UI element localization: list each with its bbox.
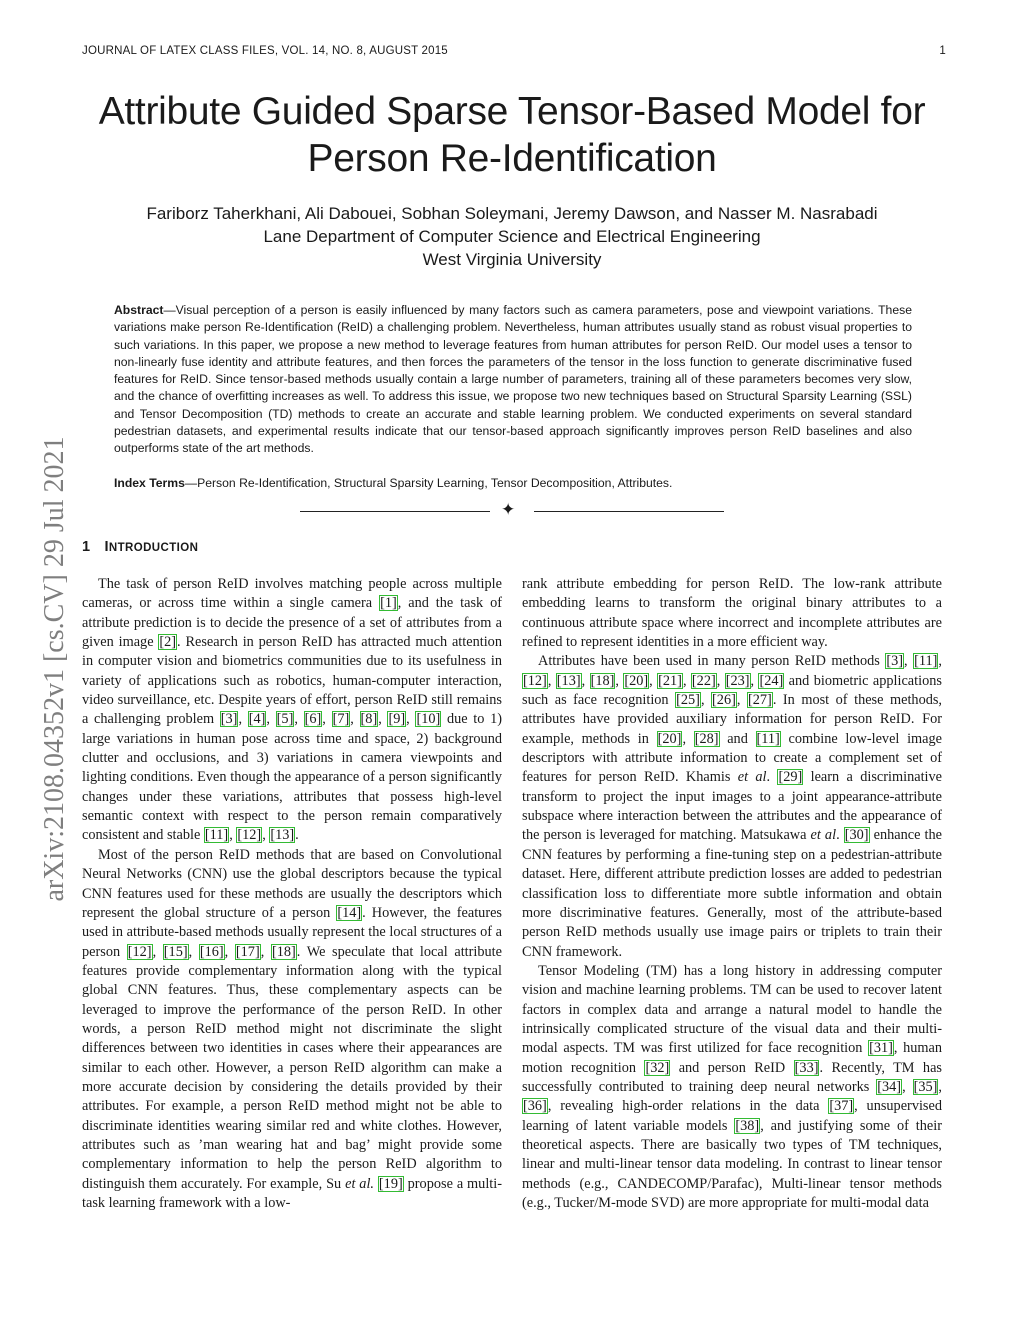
citation-link[interactable]: [1]: [380, 595, 397, 612]
citation-link[interactable]: [31]: [869, 1040, 893, 1057]
citation-link[interactable]: [11]: [204, 827, 229, 844]
citation-link[interactable]: [15]: [163, 943, 188, 960]
running-header: [82, 45, 946, 57]
citation-link[interactable]: [37]: [829, 1098, 854, 1115]
journal-name: JOURNAL OF LATEX CLASS FILES, VOL. 14, NO. 8, AUGUST 2015: [82, 45, 448, 57]
citation-link[interactable]: [13]: [270, 827, 295, 844]
section-number: 1: [82, 539, 91, 555]
italic-text: et al.: [345, 1175, 375, 1192]
citation-link[interactable]: [20]: [624, 672, 649, 689]
citation-link[interactable]: [9]: [388, 711, 406, 728]
citation-link[interactable]: [7]: [332, 711, 350, 728]
citation-link[interactable]: [12]: [237, 827, 262, 844]
citation-link[interactable]: [3]: [220, 711, 238, 728]
section-heading: [82, 539, 198, 555]
citation-link[interactable]: [6]: [304, 711, 322, 728]
citation-link[interactable]: [18]: [590, 672, 615, 689]
citation-link[interactable]: [12]: [523, 672, 547, 689]
title-line-2: Person Re-Identification: [307, 137, 717, 180]
divider-line-right: [534, 511, 724, 512]
citation-link[interactable]: [8]: [360, 711, 378, 728]
citation-link[interactable]: [19]: [378, 1175, 403, 1192]
italic-text: et al: [810, 827, 837, 844]
paragraph: Most of the person ReID methods that are based on Convolutional Neural Networks (CNN) use the global descriptors because the typical CNN features used for these methods are usually the descriptors which represent the global structure of a person [14]. However, the features used in attribute-based methods usually represent the local structures of a person [12], [15], [16], [17], [18]. We speculate that local attribute features provide complementary information along with the typical global CNN features. Thus, these complementary aspects can be leveraged to improve the performance of the person ReID. In other words, a person ReID method might not discriminate the slight differences between two identities in cases where their appearances are similar to each other. However, a person ReID algorithm can make a more accurate decision by considering the details provided by their attributes. For example, a person ReID method might not be able to discriminate identities wearing similar red and white clothes. However, attributes such as ’man wearing hat and bag’ might provide some complementary information to help the person ReID algorithm to distinguish them accurately. For example, Su et al. [19] propose a multi-task learning framework with a low-: [82, 846, 503, 1211]
citation-link[interactable]: [27]: [747, 692, 772, 709]
citation-link[interactable]: [3]: [886, 653, 904, 670]
citation-link[interactable]: [38]: [735, 1117, 760, 1134]
citation-link[interactable]: [14]: [337, 904, 362, 921]
author-department: Lane Department of Computer Science and Electrical Engineering: [263, 227, 761, 246]
citation-link[interactable]: [5]: [276, 711, 294, 728]
citation-link[interactable]: [25]: [676, 692, 700, 709]
body-column-left: [82, 575, 502, 1213]
section-initial: I: [104, 539, 109, 555]
paragraph: Tensor Modeling (TM) has a long history in addressing computer vision and machine learning problems. TM can be used to recover latent factors in complex data and arrange a natural model to handle the intrinsically complicated structure of the visual data and their multi-modal aspects. TM was first utilized for face recognition [31], human motion recognition [32] and person ReID [33]. Recently, TM has successfully contributed to training deep neural networks [34], [35], [36], revealing high-order relations in the data [37], unsupervised learning of latent variable models [38], and justifying some of their theoretical aspects. There are basically two types of TM techniques, linear and multi-linear tensor data modeling. In contrast to linear tensor methods (e.g., CANDECOMP/Parafac), Multi-linear tensor methods (e.g., Tucker/M-mode SVD) are more appropriate for multi-modal data: [522, 962, 943, 1211]
citation-link[interactable]: [24]: [759, 672, 784, 689]
index-terms: [114, 475, 912, 492]
citation-link[interactable]: [28]: [694, 730, 719, 747]
citation-link[interactable]: [4]: [248, 711, 266, 728]
index-terms-text: —Person Re-Identification, Structural Sparsity Learning, Tensor Decomposition, Attributes.: [184, 476, 673, 490]
citation-link[interactable]: [23]: [725, 672, 750, 689]
citation-link[interactable]: [32]: [645, 1059, 670, 1076]
title-line-1: Attribute Guided Sparse Tensor-Based Model for: [98, 90, 926, 133]
arxiv-stamp: arXiv:2108.04352v1 [cs.CV] 29 Jul 2021: [39, 436, 70, 902]
divider-line-left: [300, 511, 490, 512]
author-university: West Virginia University: [422, 250, 602, 269]
section-divider: [300, 500, 724, 520]
abstract: [114, 302, 912, 458]
paragraph: The task of person ReID involves matching people across multiple cameras, or across time within a single camera [1], and the task of attribute prediction is to decide the presence of a set of attributes from a given image [2]. Research in person ReID has attracted much attention in computer vision and biometrics communities due to its usefulness in variety of applications such as robotics, human-computer interaction, video surveillance, etc. Despite years of effort, person ReID still remains a challenging problem [3], [4], [5], [6], [7], [8], [9], [10] due to 1) large variations in human pose across time and space, 2) background clutter and occlusions, and 3) variations in camera viewpoints and lighting conditions. Even though the appearance of a person significantly changes under these variations, attributes that possess high-level semantic context with respect to the person remain comparatively consistent and stable [11], [12], [13].: [82, 576, 503, 844]
citation-link[interactable]: [17]: [235, 943, 260, 960]
citation-link[interactable]: [12]: [127, 943, 152, 960]
italic-text: et al: [737, 769, 767, 786]
section-title-rest: NTRODUCTION: [108, 542, 199, 554]
divider-star-icon: ✦: [501, 500, 516, 520]
citation-link[interactable]: [11]: [914, 653, 938, 670]
citation-link[interactable]: [21]: [658, 672, 682, 689]
author-block: [60, 202, 964, 271]
citation-link[interactable]: [22]: [691, 672, 716, 689]
citation-link[interactable]: [18]: [271, 943, 296, 960]
abstract-label: Abstract: [114, 303, 164, 317]
citation-link[interactable]: [16]: [199, 943, 224, 960]
citation-link[interactable]: [11]: [756, 730, 780, 747]
paragraph: rank attribute embedding for person ReID. The low-rank attribute embedding learns to transform the original binary attributes to a continuous attribute space where incorrect and incomplete attributes are refined to represent identities in a more efficient way.: [522, 576, 942, 651]
index-terms-label: Index Terms: [114, 476, 185, 490]
citation-link[interactable]: [20]: [657, 730, 682, 747]
paragraph: Attributes have been used in many person ReID methods [3], [11], [12], [13], [18], [20], [21], [22], [23], [24] and biometric applications such as face recognition [25], [26], [27]. In most of these methods, attributes have provided auxiliary information for person ReID. For example, methods in [20], [28] and [11] combine low-level image descriptors with attribute information to create a complement set of features for person ReID. Khamis et al. [29] learn a discriminative transform to project the input images to a joint appearance-attribute subspace where interaction between the attributes and the appearance of the person is leveraged for matching. Matsukawa et al. [30] enhance the CNN features by performing a fine-tuning step on a pedestrian-attribute dataset. Here, different attribute prediction losses are added to pedestrian classification loss to differentiate more subtle information and obtain more discriminative features. Generally, most of the attribute-based person ReID methods usually use image pairs or triplets to train their CNN framework.: [522, 653, 943, 960]
citation-link[interactable]: [13]: [556, 672, 581, 689]
citation-link[interactable]: [34]: [877, 1078, 902, 1095]
body-column-right: [522, 575, 942, 1213]
abstract-text: —Visual perception of a person is easily influenced by many factors such as camera parameters, pose and viewpoint variations. These variations make person Re-Identification (ReID) a challenging problem. Nevertheless, human attributes usually stand as robust visual properties to such variations. In this paper, we propose a new method to leverage features from human attributes for person ReID. Our model uses a tensor to non-linearly fuse identity and attribute features, and then forces the parameters of the tensor in the loss function to generate discriminative fused features for ReID. Since tensor-based methods usually contain a large number of parameters, training all of these parameters becomes very slow, and the chance of overfitting increases as well. To address this issue, we propose two new techniques based on Structural Sparsity Learning (SSL) and Tensor Decomposition (TD) methods to create an accurate and stable learning problem. We conducted experiments on several standard pedestrian datasets, and experimental results indicate that our tensor-based approach significantly improves person ReID baselines and also outperforms state of the art methods.: [114, 303, 912, 456]
citation-link[interactable]: [30]: [844, 827, 869, 844]
citation-link[interactable]: [2]: [159, 634, 177, 651]
author-names: Fariborz Taherkhani, Ali Dabouei, Sobhan Soleymani, Jeremy Dawson, and Nasser M. Nasrabadi: [146, 204, 878, 223]
citation-link[interactable]: [26]: [712, 692, 736, 709]
citation-link[interactable]: [36]: [523, 1098, 547, 1115]
citation-link[interactable]: [35]: [913, 1078, 938, 1095]
citation-link[interactable]: [33]: [794, 1059, 819, 1076]
paper-title: [60, 88, 964, 182]
citation-link[interactable]: [29]: [778, 769, 803, 786]
citation-link[interactable]: [10]: [416, 711, 441, 728]
page-number: 1: [939, 45, 946, 57]
